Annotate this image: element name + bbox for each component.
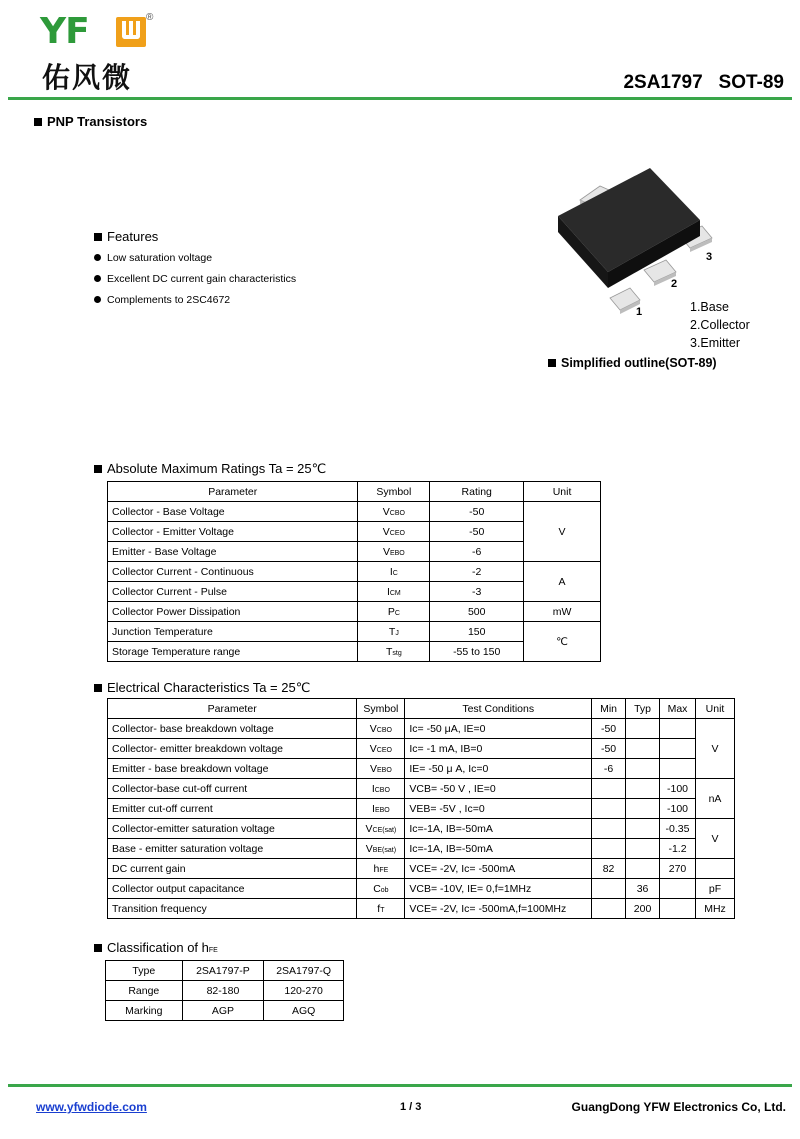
header-rating: Rating (430, 482, 524, 502)
typ-cell: 200 (626, 899, 660, 919)
pin-name-collector: 2.Collector (690, 318, 750, 332)
param-cell: Collector - Emitter Voltage (108, 522, 358, 542)
typ-cell (626, 779, 660, 799)
square-bullet-icon (94, 233, 102, 241)
typ-cell (626, 759, 660, 779)
min-cell: 82 (592, 859, 626, 879)
square-bullet-icon (94, 684, 102, 692)
header-symbol: Symbol (358, 482, 430, 502)
rating-cell: -6 (430, 542, 524, 562)
min-cell (592, 879, 626, 899)
row-label-cell: Type (106, 961, 183, 981)
param-cell: Collector-emitter saturation voltage (108, 819, 357, 839)
min-cell (592, 899, 626, 919)
param-cell: Storage Temperature range (108, 642, 358, 662)
condition-cell: VCB= -50 V , IE=0 (405, 779, 592, 799)
max-cell: 270 (660, 859, 696, 879)
unit-cell: nA (696, 779, 735, 819)
min-cell (592, 779, 626, 799)
param-cell: DC current gain (108, 859, 357, 879)
square-bullet-icon (94, 465, 102, 473)
logo-letters: YF (40, 11, 89, 52)
param-cell: Transition frequency (108, 899, 357, 919)
value-cell: AGP (182, 1001, 264, 1021)
symbol-cell: Tstg (358, 642, 430, 662)
table-row (108, 622, 601, 642)
symbol-cell: VBE(sat) (357, 839, 405, 859)
typ-cell (626, 859, 660, 879)
min-cell: -50 (592, 719, 626, 739)
param-cell: Collector Current - Pulse (108, 582, 358, 602)
param-cell: Emitter - Base Voltage (108, 542, 358, 562)
header-test-conditions: Test Conditions (405, 699, 592, 719)
param-cell: Emitter - base breakdown voltage (108, 759, 357, 779)
logo-mark (116, 17, 146, 47)
header-max: Max (660, 699, 696, 719)
symbol-cell: TJ (358, 622, 430, 642)
value-cell: 120-270 (264, 981, 344, 1001)
classification-heading: Classification of hFE (94, 940, 218, 955)
symbol-cell: Cob (357, 879, 405, 899)
param-cell: Collector Current - Continuous (108, 562, 358, 582)
unit-cell: pF (696, 879, 735, 899)
features-heading: Features (94, 229, 158, 244)
table-row (108, 719, 735, 739)
symbol-cell: VCBO (358, 502, 430, 522)
feature-item: Complements to 2SC4672 (94, 294, 230, 306)
page-number: 1 / 3 (400, 1101, 422, 1113)
table-row (106, 961, 344, 981)
table-header-row (108, 482, 601, 502)
registered-mark: ® (146, 12, 154, 23)
company-logo (40, 12, 160, 98)
abs-max-table (107, 481, 601, 662)
unit-cell: ℃ (524, 622, 601, 662)
company-name: GuangDong YFW Electronics Co, Ltd. (571, 1100, 786, 1114)
max-cell: -100 (660, 779, 696, 799)
table-row (106, 981, 344, 1001)
symbol-cell: VEBO (357, 759, 405, 779)
bullet-icon (94, 275, 101, 282)
max-cell (660, 739, 696, 759)
header-divider (8, 97, 792, 100)
pin-number-3: 3 (706, 251, 713, 263)
value-cell: 82-180 (182, 981, 264, 1001)
table-row (106, 1001, 344, 1021)
package-caption: Simplified outline(SOT-89) (548, 356, 717, 370)
symbol-cell: ICBO (357, 779, 405, 799)
value-cell: 2SA1797-P (182, 961, 264, 981)
bullet-icon (94, 296, 101, 303)
rating-cell: -2 (430, 562, 524, 582)
sot89-package-illustration (540, 160, 730, 320)
symbol-cell: IC (358, 562, 430, 582)
symbol-cell: VCEO (357, 739, 405, 759)
typ-cell (626, 719, 660, 739)
table-row (108, 859, 735, 879)
param-cell: Collector Power Dissipation (108, 602, 358, 622)
typ-cell (626, 799, 660, 819)
max-cell: -100 (660, 799, 696, 819)
unit-cell: MHz (696, 899, 735, 919)
unit-cell: mW (524, 602, 601, 622)
unit-cell (696, 859, 735, 879)
logo-chinese-name: 佑风微 (42, 61, 133, 94)
condition-cell: VCB= -10V, IE= 0,f=1MHz (405, 879, 592, 899)
footer-divider (8, 1084, 792, 1087)
param-cell: Base - emitter saturation voltage (108, 839, 357, 859)
pin-name-base: 1.Base (690, 300, 729, 314)
param-cell: Emitter cut-off current (108, 799, 357, 819)
max-cell: -1.2 (660, 839, 696, 859)
rating-cell: 500 (430, 602, 524, 622)
param-cell: Collector-base cut-off current (108, 779, 357, 799)
symbol-cell: hFE (357, 859, 405, 879)
max-cell (660, 879, 696, 899)
unit-cell: V (696, 719, 735, 779)
rating-cell: -50 (430, 522, 524, 542)
header-typ: Typ (626, 699, 660, 719)
symbol-cell: VCEO (358, 522, 430, 542)
square-bullet-icon (94, 944, 102, 952)
table-row (108, 819, 735, 839)
row-label-cell: Marking (106, 1001, 183, 1021)
website-link[interactable]: www.yfwdiode.com (36, 1100, 147, 1114)
table-row (108, 759, 735, 779)
table-row (108, 839, 735, 859)
table-row (108, 502, 601, 522)
symbol-cell: VCE(sat) (357, 819, 405, 839)
rating-cell: -50 (430, 502, 524, 522)
max-cell (660, 719, 696, 739)
symbol-cell: IEBO (357, 799, 405, 819)
condition-cell: Ic=-1A, IB=-50mA (405, 839, 592, 859)
row-label-cell: Range (106, 981, 183, 1001)
min-cell: -6 (592, 759, 626, 779)
header-min: Min (592, 699, 626, 719)
condition-cell: VEB= -5V , Ic=0 (405, 799, 592, 819)
table-row (108, 739, 735, 759)
symbol-cell: VEBO (358, 542, 430, 562)
table-row (108, 899, 735, 919)
min-cell (592, 819, 626, 839)
symbol-cell: fT (357, 899, 405, 919)
table-header-row (108, 699, 735, 719)
pin-assignment-list (690, 298, 750, 352)
min-cell: -50 (592, 739, 626, 759)
square-bullet-icon (548, 359, 556, 367)
param-cell: Collector- emitter breakdown voltage (108, 739, 357, 759)
param-cell: Collector - Base Voltage (108, 502, 358, 522)
unit-cell: V (524, 502, 601, 562)
rating-cell: 150 (430, 622, 524, 642)
device-type-heading: PNP Transistors (34, 114, 147, 129)
rating-cell: -55 to 150 (430, 642, 524, 662)
symbol-cell: PC (358, 602, 430, 622)
max-cell: -0.35 (660, 819, 696, 839)
condition-cell: VCE= -2V, Ic= -500mA (405, 859, 592, 879)
typ-cell: 36 (626, 879, 660, 899)
part-title: 2SA1797 SOT-89 (623, 72, 784, 93)
symbol-cell: VCBO (357, 719, 405, 739)
pin-name-emitter: 3.Emitter (690, 336, 741, 350)
rating-cell: -3 (430, 582, 524, 602)
electrical-characteristics-table (107, 698, 735, 919)
feature-item: Low saturation voltage (94, 252, 212, 264)
classification-table (105, 960, 344, 1021)
condition-cell: VCE= -2V, Ic= -500mA,f=100MHz (405, 899, 592, 919)
header-parameter: Parameter (108, 699, 357, 719)
table-row (108, 779, 735, 799)
symbol-cell: ICM (358, 582, 430, 602)
table-row (108, 602, 601, 622)
param-cell: Junction Temperature (108, 622, 358, 642)
header-symbol: Symbol (357, 699, 405, 719)
param-cell: Collector- base breakdown voltage (108, 719, 357, 739)
typ-cell (626, 819, 660, 839)
max-cell (660, 899, 696, 919)
square-bullet-icon (34, 118, 42, 126)
condition-cell: Ic= -50 μA, IE=0 (405, 719, 592, 739)
table-row (108, 799, 735, 819)
unit-cell: A (524, 562, 601, 602)
abs-max-heading: Absolute Maximum Ratings Ta = 25℃ (94, 461, 326, 477)
pin-number-1: 1 (636, 306, 643, 318)
header-unit: Unit (524, 482, 601, 502)
unit-cell: V (696, 819, 735, 859)
param-cell: Collector output capacitance (108, 879, 357, 899)
condition-cell: Ic=-1A, IB=-50mA (405, 819, 592, 839)
condition-cell: IE= -50 μ A, Ic=0 (405, 759, 592, 779)
bullet-icon (94, 254, 101, 261)
pin-number-2: 2 (671, 278, 678, 290)
table-row (108, 562, 601, 582)
header-parameter: Parameter (108, 482, 358, 502)
value-cell: AGQ (264, 1001, 344, 1021)
header-unit: Unit (696, 699, 735, 719)
typ-cell (626, 739, 660, 759)
typ-cell (626, 839, 660, 859)
elec-heading: Electrical Characteristics Ta = 25℃ (94, 680, 310, 696)
value-cell: 2SA1797-Q (264, 961, 344, 981)
condition-cell: Ic= -1 mA, IB=0 (405, 739, 592, 759)
table-row (108, 879, 735, 899)
feature-item: Excellent DC current gain characteristics (94, 273, 296, 285)
min-cell (592, 799, 626, 819)
max-cell (660, 759, 696, 779)
min-cell (592, 839, 626, 859)
